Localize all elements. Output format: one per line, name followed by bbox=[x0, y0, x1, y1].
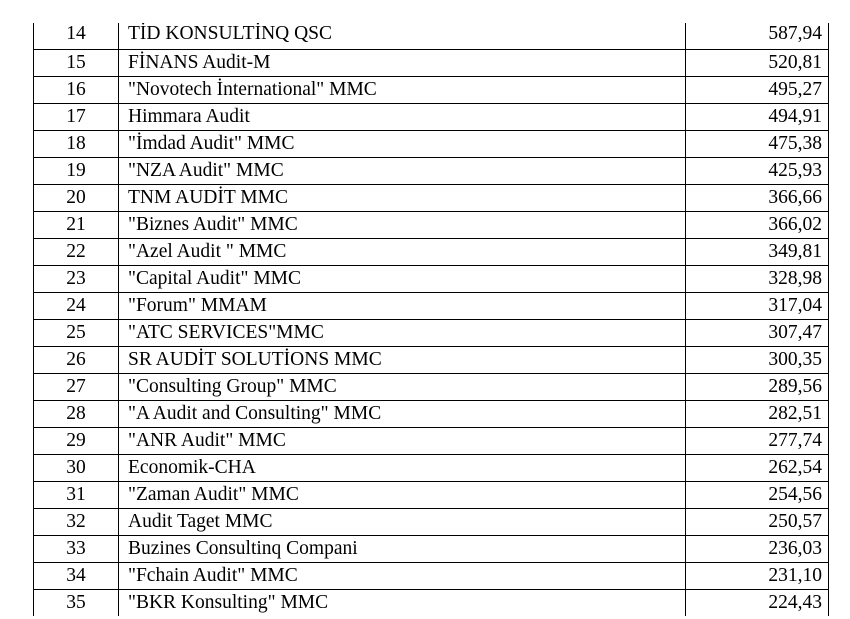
company-name-cell: "Zaman Audit" MMC bbox=[119, 482, 686, 509]
value-cell: 520,81 bbox=[686, 50, 829, 77]
table-row bbox=[34, 536, 829, 563]
table-row bbox=[34, 293, 829, 320]
table-row bbox=[34, 455, 829, 482]
company-name-cell: TİD KONSULTİNQ QSC bbox=[119, 23, 686, 50]
value-cell: 366,02 bbox=[686, 212, 829, 239]
table-row bbox=[34, 347, 829, 374]
company-name-cell: Audit Taget MMC bbox=[119, 509, 686, 536]
row-number-cell: 32 bbox=[34, 509, 119, 536]
table-row bbox=[34, 158, 829, 185]
ranking-table bbox=[33, 23, 829, 616]
value-cell: 289,56 bbox=[686, 374, 829, 401]
table-row bbox=[34, 320, 829, 347]
value-cell: 231,10 bbox=[686, 563, 829, 590]
row-number-cell: 19 bbox=[34, 158, 119, 185]
company-name-cell: "NZA Audit" MMC bbox=[119, 158, 686, 185]
value-cell: 277,74 bbox=[686, 428, 829, 455]
value-cell: 587,94 bbox=[686, 23, 829, 50]
value-cell: 224,43 bbox=[686, 590, 829, 617]
value-cell: 328,98 bbox=[686, 266, 829, 293]
table-row bbox=[34, 428, 829, 455]
company-name-cell: "A Audit and Consulting" MMC bbox=[119, 401, 686, 428]
company-name-cell: Himmara Audit bbox=[119, 104, 686, 131]
value-cell: 349,81 bbox=[686, 239, 829, 266]
company-name-cell: "Novotech İnternational" MMC bbox=[119, 77, 686, 104]
value-cell: 282,51 bbox=[686, 401, 829, 428]
value-cell: 254,56 bbox=[686, 482, 829, 509]
table-row bbox=[34, 590, 829, 617]
company-name-cell: "Consulting Group" MMC bbox=[119, 374, 686, 401]
company-name-cell: "İmdad Audit" MMC bbox=[119, 131, 686, 158]
table-row bbox=[34, 50, 829, 77]
row-number-cell: 29 bbox=[34, 428, 119, 455]
row-number-cell: 27 bbox=[34, 374, 119, 401]
company-name-cell: SR AUDİT SOLUTİONS MMC bbox=[119, 347, 686, 374]
row-number-cell: 24 bbox=[34, 293, 119, 320]
value-cell: 366,66 bbox=[686, 185, 829, 212]
company-name-cell: "Forum" MMAM bbox=[119, 293, 686, 320]
ranking-table-body bbox=[34, 23, 829, 616]
table-row bbox=[34, 104, 829, 131]
company-name-cell: Economik-CHA bbox=[119, 455, 686, 482]
table-row bbox=[34, 563, 829, 590]
row-number-cell: 20 bbox=[34, 185, 119, 212]
row-number-cell: 25 bbox=[34, 320, 119, 347]
value-cell: 300,35 bbox=[686, 347, 829, 374]
row-number-cell: 28 bbox=[34, 401, 119, 428]
value-cell: 425,93 bbox=[686, 158, 829, 185]
table-row bbox=[34, 509, 829, 536]
table-row bbox=[34, 482, 829, 509]
table-row bbox=[34, 23, 829, 50]
row-number-cell: 14 bbox=[34, 23, 119, 50]
value-cell: 236,03 bbox=[686, 536, 829, 563]
row-number-cell: 21 bbox=[34, 212, 119, 239]
table-row bbox=[34, 401, 829, 428]
value-cell: 475,38 bbox=[686, 131, 829, 158]
table-row bbox=[34, 185, 829, 212]
row-number-cell: 16 bbox=[34, 77, 119, 104]
table-row bbox=[34, 131, 829, 158]
table-row bbox=[34, 212, 829, 239]
company-name-cell: "Capital Audit" MMC bbox=[119, 266, 686, 293]
table-row bbox=[34, 77, 829, 104]
company-name-cell: "Azel Audit " MMC bbox=[119, 239, 686, 266]
row-number-cell: 26 bbox=[34, 347, 119, 374]
table-row bbox=[34, 374, 829, 401]
row-number-cell: 23 bbox=[34, 266, 119, 293]
company-name-cell: FİNANS Audit-M bbox=[119, 50, 686, 77]
value-cell: 307,47 bbox=[686, 320, 829, 347]
table-row bbox=[34, 266, 829, 293]
row-number-cell: 22 bbox=[34, 239, 119, 266]
value-cell: 262,54 bbox=[686, 455, 829, 482]
row-number-cell: 17 bbox=[34, 104, 119, 131]
row-number-cell: 33 bbox=[34, 536, 119, 563]
row-number-cell: 35 bbox=[34, 590, 119, 617]
row-number-cell: 30 bbox=[34, 455, 119, 482]
company-name-cell: "Biznes Audit" MMC bbox=[119, 212, 686, 239]
row-number-cell: 34 bbox=[34, 563, 119, 590]
table-row bbox=[34, 239, 829, 266]
row-number-cell: 18 bbox=[34, 131, 119, 158]
company-name-cell: "ATC SERVICES"MMC bbox=[119, 320, 686, 347]
row-number-cell: 31 bbox=[34, 482, 119, 509]
value-cell: 250,57 bbox=[686, 509, 829, 536]
company-name-cell: "ANR Audit" MMC bbox=[119, 428, 686, 455]
company-name-cell: TNM AUDİT MMC bbox=[119, 185, 686, 212]
value-cell: 494,91 bbox=[686, 104, 829, 131]
row-number-cell: 15 bbox=[34, 50, 119, 77]
company-name-cell: "BKR Konsulting" MMC bbox=[119, 590, 686, 617]
value-cell: 495,27 bbox=[686, 77, 829, 104]
company-name-cell: Buzines Consultinq Compani bbox=[119, 536, 686, 563]
value-cell: 317,04 bbox=[686, 293, 829, 320]
company-name-cell: "Fchain Audit" MMC bbox=[119, 563, 686, 590]
